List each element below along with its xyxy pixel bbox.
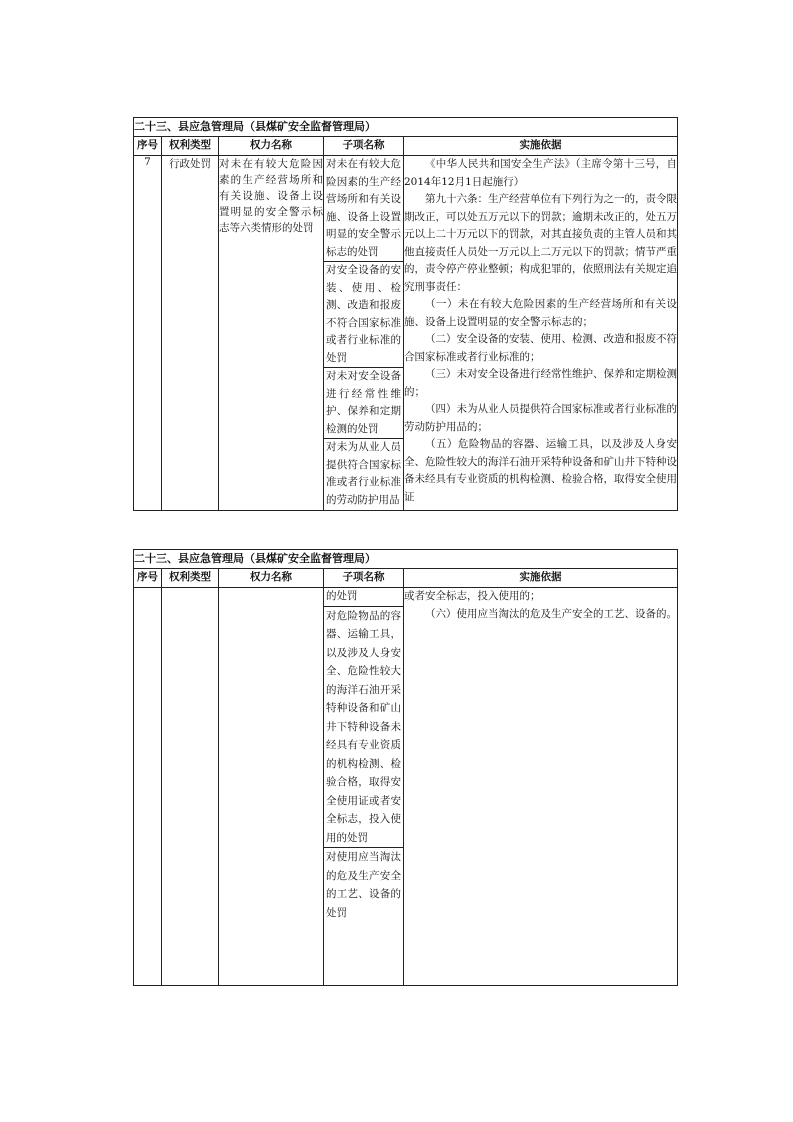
- basis-paragraph: 第九十六条：生产经营单位有下列行为之一的，责令限期改正，可以处五万元以下的罚款；逾期未改正的，处五万元以上二十万元以下的罚款，对其直接负责的主管人员和其他直接责任人员处一万元以上二万元以下的罚款；情节严重的，责令停产停业整顿；构成犯罪的，依照刑法有关规定追究刑事责任：: [404, 193, 678, 293]
- header-right-type: 权利类型: [162, 137, 219, 156]
- basis-paragraph: （四）未为从业人员提供符合国家标准或者行业标准的劳动防护用品的；: [404, 403, 678, 433]
- table-row: [134, 588, 678, 986]
- power-name-cell: 对未在有较大危险因素的生产经营场所和有关设施、设备上设置明显的安全警示标志等六类情形的处罚: [219, 156, 324, 511]
- basis-paragraph: （五）危险物品的容器、运输工具，以及涉及人身安全、危险性较大的海洋石油开采特种设备和矿山井下特种设备未经具有专业资质的机构检测、检验合格，取得安全使用证: [404, 438, 678, 503]
- sub-item: 的处罚: [324, 588, 403, 607]
- power-name-cell: [219, 588, 324, 986]
- basis-cell: [404, 156, 678, 511]
- sub-item: 对使用应当淘汰的危及生产安全的工艺、设备的处罚: [326, 851, 401, 919]
- header-power-name: 权力名称: [219, 569, 324, 588]
- header-sub-item: 子项名称: [324, 137, 404, 156]
- right-type-cell: [162, 588, 219, 986]
- table-row: [134, 156, 678, 511]
- section-title: 二十三、县应急管理局（县煤矿安全监督管理局）: [134, 550, 678, 569]
- basis-paragraph: 或者安全标志，投入使用的；: [404, 590, 541, 602]
- header-power-name: 权力名称: [219, 137, 324, 156]
- sub-item: 对危险物品的容器、运输工具，以及涉及人身安全、危险性较大的海洋石油开采特种设备和矿山井下特种设备未经具有专业资质的机构检测、检验合格，取得安全使用证或者安全标志，投入使用的处罚: [324, 607, 403, 849]
- section-title: 二十三、县应急管理局（县煤矿安全监督管理局）: [134, 118, 678, 137]
- header-basis: 实施依据: [404, 137, 678, 156]
- header-basis: 实施依据: [404, 569, 678, 588]
- header-seq: 序号: [134, 137, 162, 156]
- sub-items-cell: [324, 588, 404, 986]
- basis-paragraph: （三）未对安全设备进行经常性维护、保养和定期检测的；: [404, 368, 678, 398]
- right-type-cell: 行政处罚: [162, 156, 219, 511]
- seq-cell: [134, 588, 162, 986]
- header-right-type: 权利类型: [162, 569, 219, 588]
- header-sub-item: 子项名称: [324, 569, 404, 588]
- basis-paragraph: 《中华人民共和国安全生产法》（主席令第十三号，自2014年12月1日起施行）: [404, 158, 678, 188]
- sub-item: 对未在有较大危险因素的生产经营场所和有关设施、设备上设置明显的安全警示标志的处罚: [324, 156, 403, 262]
- seq-cell: 7: [134, 156, 162, 511]
- sub-item: 对未为从业人员提供符合国家标准或者行业标准的劳动防护用品: [326, 441, 401, 506]
- basis-paragraph: （六）使用应当淘汰的危及生产安全的工艺、设备的。: [425, 607, 677, 620]
- sub-item: 对安全设备的安装、使用、检测、改造和报废不符合国家标准或者行业标准的处罚: [324, 262, 403, 368]
- basis-paragraph: （二）安全设备的安装、使用、检测、改造和报废不符合国家标准或者行业标准的；: [404, 333, 678, 363]
- basis-paragraph: （一）未在有较大危险因素的生产经营场所和有关设施、设备上设置明显的安全警示标志的；: [404, 298, 678, 328]
- header-seq: 序号: [134, 569, 162, 588]
- sub-items-cell: [324, 156, 404, 511]
- penalty-table-page-1: [133, 117, 678, 511]
- sub-item: 对未对安全设备进行经常性维护、保养和定期检测的处罚: [324, 368, 403, 439]
- basis-cell: [404, 588, 678, 986]
- penalty-table-page-2: [133, 549, 678, 986]
